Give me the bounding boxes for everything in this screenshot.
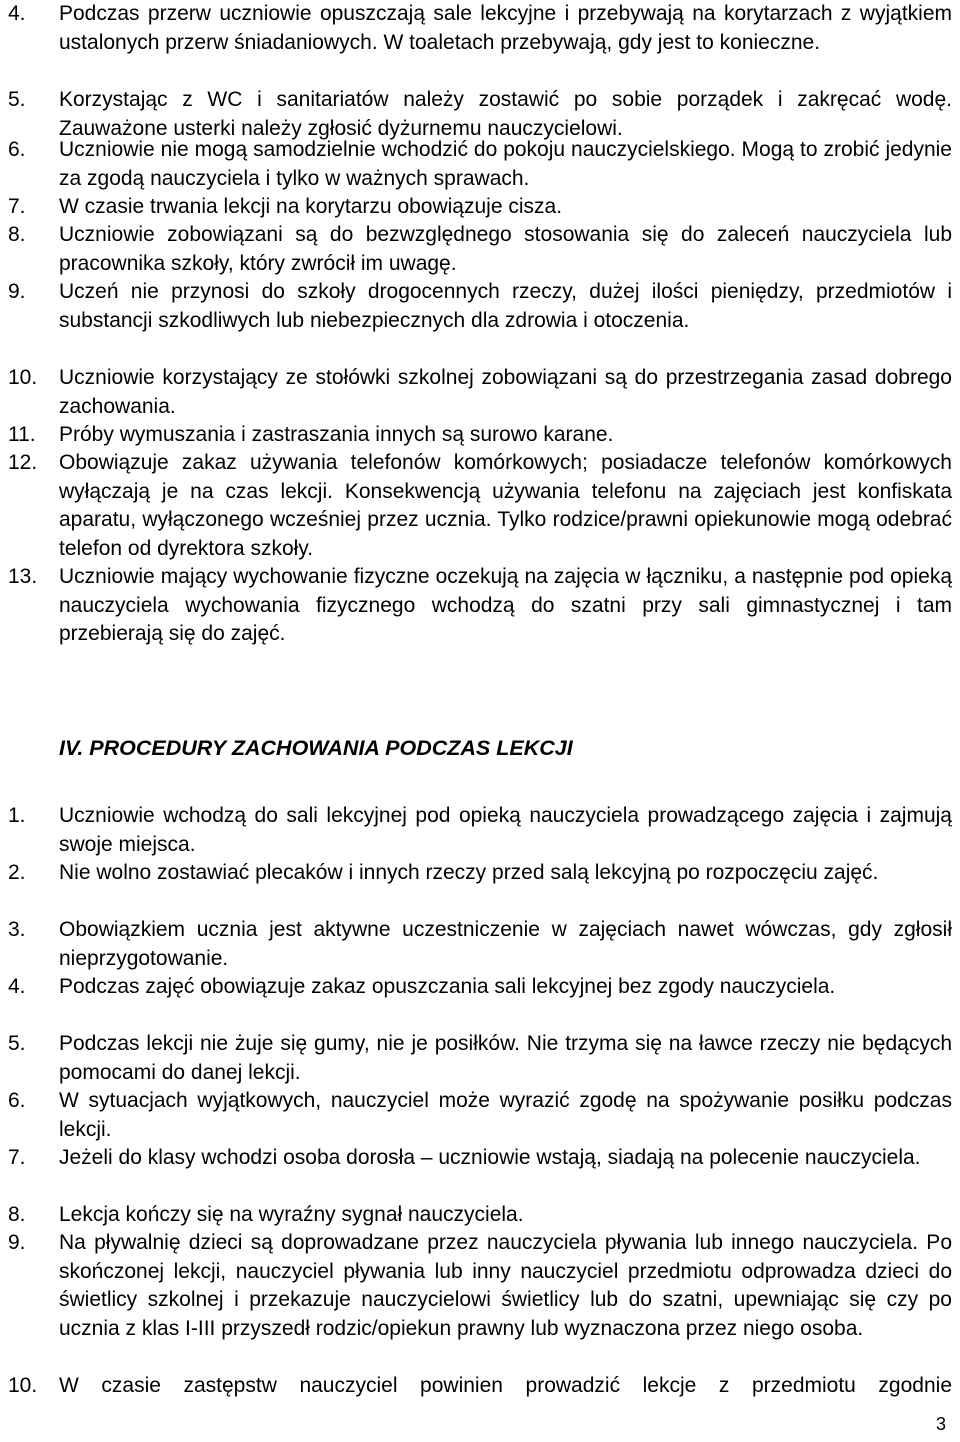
list-item-number: 11. (8, 423, 36, 446)
list-item-number: 5. (8, 1032, 26, 1055)
list-item-number: 3. (8, 918, 26, 941)
page-number: 3 (935, 1414, 946, 1434)
list-item-text: Uczniowie wchodzą do sali lekcyjnej pod opieką nauczyciela prowadzącego zajęcia i zajmują swoje miejsca. (59, 804, 952, 856)
list-item-text: Podczas lekcji nie żuje się gumy, nie je posiłków. Nie trzyma się na ławce rzeczy nie będących pomocami do danej lekcji. (59, 1032, 952, 1084)
list-item-text: Uczniowie nie mogą samodzielnie wchodzić do pokoju nauczycielskiego. Mogą to zrobić jedynie za zgodą nauczyciela i tylko w ważnych sprawach. (59, 138, 952, 190)
list-item-text: Uczniowie korzystający ze stołówki szkolnej zobowiązani są do przestrzegania zasad dobrego zachowania. (59, 366, 952, 418)
list-item-number: 4. (8, 2, 26, 25)
list-item-text: W czasie zastępstw nauczyciel powinien prowadzić lekcje z przedmiotu zgodnie (59, 1374, 952, 1397)
list-item-text: Nie wolno zostawiać plecaków i innych rzeczy przed salą lekcyjną po rozpoczęciu zajęć. (59, 861, 879, 884)
list-item-number: 5. (8, 88, 26, 111)
list-item-number: 1. (8, 804, 26, 827)
list-item-text: W sytuacjach wyjątkowych, nauczyciel może wyrazić zgodę na spożywanie posiłku podczas lekcji. (59, 1089, 952, 1141)
list-item-number: 10. (8, 366, 38, 389)
list-item-number: 13. (8, 565, 38, 588)
list-item-text: Obowiązuje zakaz używania telefonów komórkowych; posiadacze telefonów komórkowych wyłączają je na czas lekcji. Konsekwencją używania telefonu na zajęciach jest konfiskata aparatu, wyłączonego wcześniej przez ucznia. Tylko rodzice/prawni opiekunowie mogą odebrać telefon od dyrektora szkoły. (59, 451, 952, 560)
list-item-text: Obowiązkiem ucznia jest aktywne uczestniczenie w zajęciach nawet wówczas, gdy zgłosił nieprzygotowanie. (59, 918, 952, 970)
list-item-text: Uczeń nie przynosi do szkoły drogocennych rzeczy, dużej ilości pieniędzy, przedmiotów i substancji szkodliwych lub niebezpiecznych dla zdrowia i otoczenia. (59, 280, 952, 332)
list-item-text: Uczniowie mający wychowanie fizyczne oczekują na zajęcia w łączniku, a następnie pod opieką nauczyciela wychowania fizycznego wchodzą do szatni przy sali gimnastycznej i tam przebierają się do zajęć. (59, 565, 952, 646)
list-item-text: Podczas przerw uczniowie opuszczają sale lekcyjne i przebywają na korytarzach z wyjątkiem ustalonych przerw śniadaniowych. W toaletach przebywają, gdy jest to konieczne. (59, 2, 952, 54)
list-item-text: W czasie trwania lekcji na korytarzu obowiązuje cisza. (59, 195, 563, 218)
list-item-text: Jeżeli do klasy wchodzi osoba dorosła – uczniowie wstają, siadają na polecenie nauczyciela. (59, 1146, 921, 1169)
list-item-number: 4. (8, 975, 26, 998)
list-item-number: 2. (8, 861, 26, 884)
list-item-number: 8. (8, 223, 26, 246)
list-item-text: Uczniowie zobowiązani są do bezwzględnego stosowania się do zaleceń nauczyciela lub pracownika szkoły, który zwrócił im uwagę. (59, 223, 952, 275)
list-item-text: Korzystając z WC i sanitariatów należy zostawić po sobie porządek i zakręcać wodę. Zauważone usterki należy zgłosić dyżurnemu nauczycielowi. (59, 88, 952, 140)
list-item-number: 8. (8, 1203, 26, 1226)
list-item-number: 12. (8, 451, 38, 474)
list-item-number: 7. (8, 1146, 26, 1169)
list-item-number: 6. (8, 138, 26, 161)
list-item-text: Podczas zajęć obowiązuje zakaz opuszczania sali lekcyjnej bez zgody nauczyciela. (59, 975, 836, 998)
section-heading: IV. PROCEDURY ZACHOWANIA PODCZAS LEKCJI (59, 736, 573, 760)
list-item-number: 9. (8, 1231, 26, 1254)
list-item-text: Lekcja kończy się na wyraźny sygnał nauczyciela. (59, 1203, 524, 1226)
list-item-number: 6. (8, 1089, 26, 1112)
list-item-text: Na pływalnię dzieci są doprowadzane przez nauczyciela pływania lub innego nauczyciela. Po skończonej lekcji, nauczyciel pływania lub inny nauczyciel przedmiotu odprowadza dzieci do świetlicy szkolnej i przekazuje nauczycielowi świetlicy lub do szatni, upewniając się czy po ucznia z klas I-III przyszedł rodzic/opiekun prawny lub wyznaczona przez niego osoba. (59, 1231, 952, 1340)
list-item-number: 7. (8, 195, 26, 218)
list-item-number: 10. (8, 1374, 38, 1397)
list-item-text: Próby wymuszania i zastraszania innych są surowo karane. (59, 423, 614, 446)
list-item-number: 9. (8, 280, 26, 303)
